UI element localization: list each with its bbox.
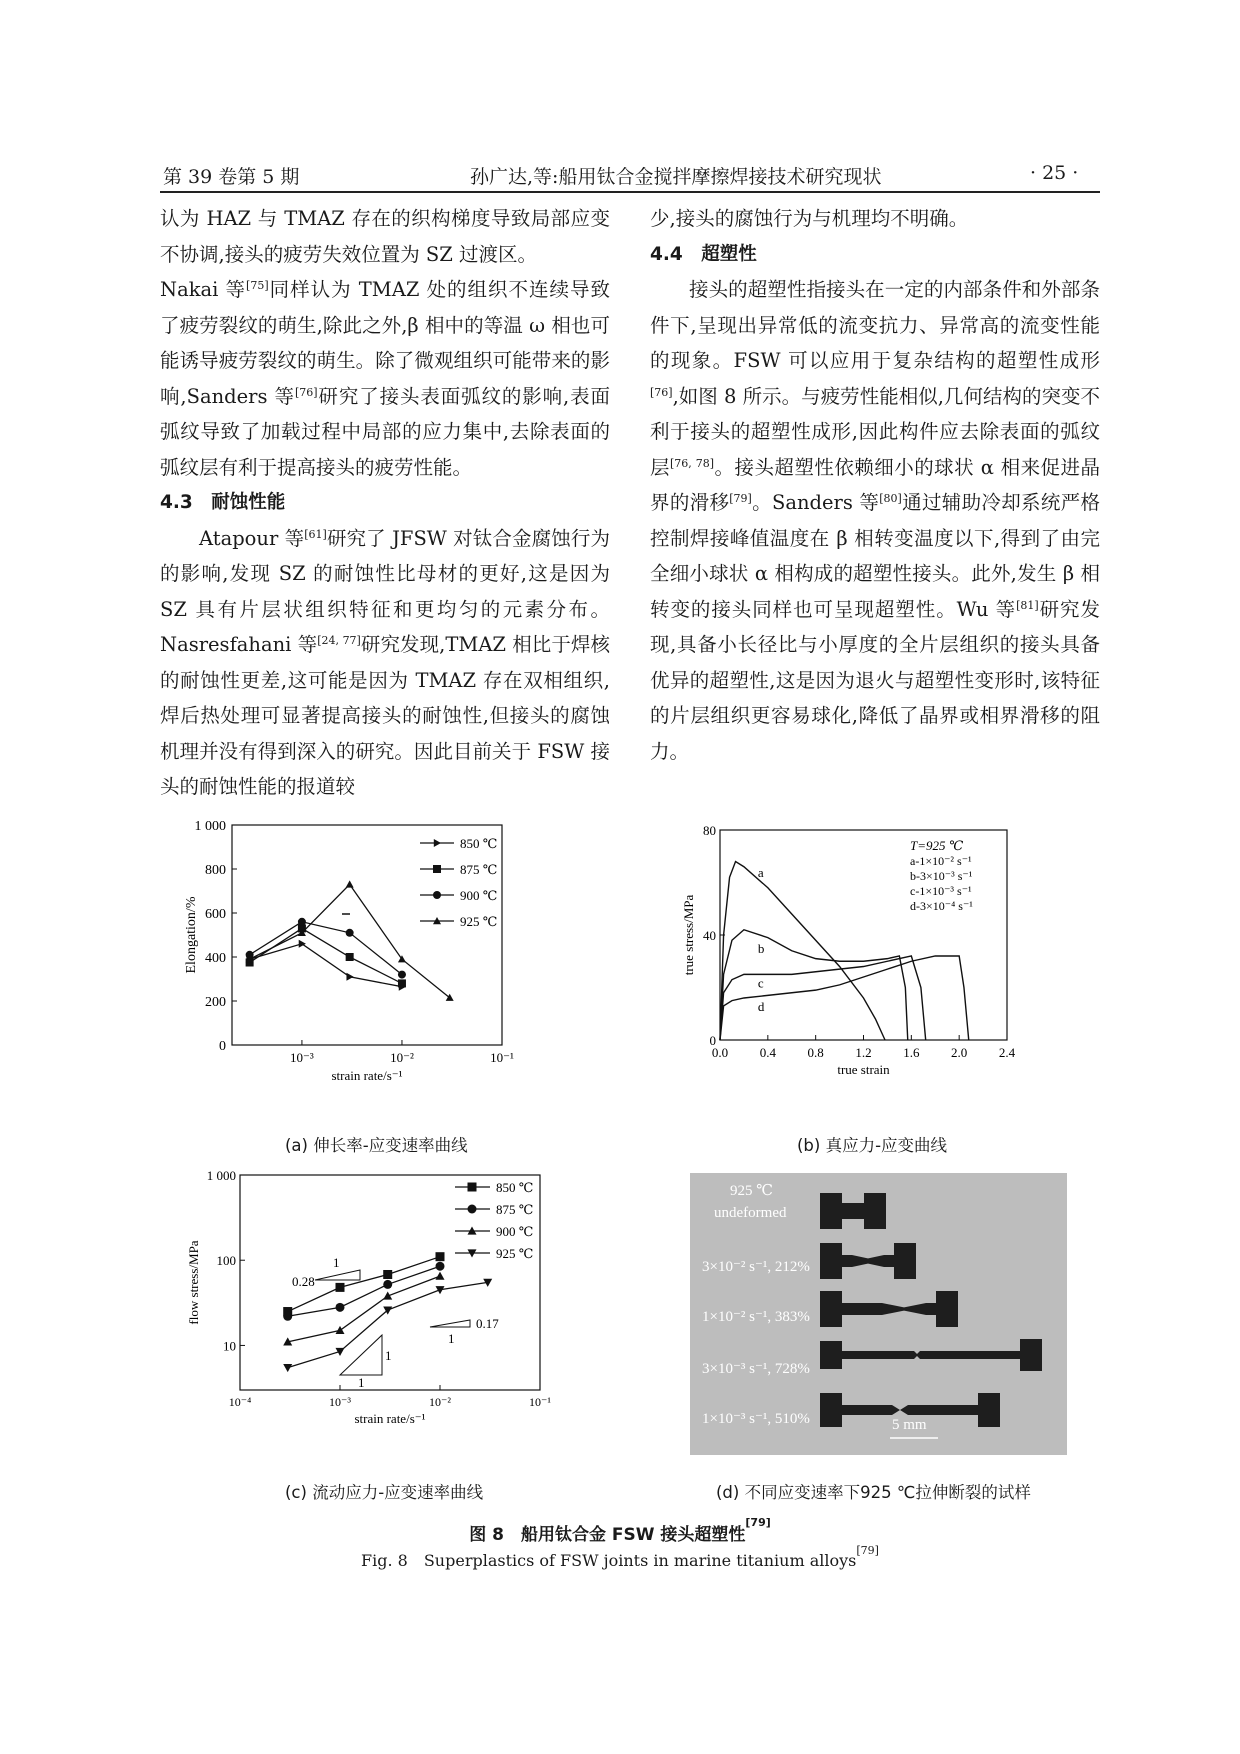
x-tick-label: 10⁻²: [429, 1395, 451, 1409]
x-tick-label: 0.0: [711, 1045, 729, 1060]
legend-marker: [468, 1205, 477, 1214]
y-tick-label: 400: [205, 951, 226, 966]
x-tick-label: 10⁻¹: [529, 1395, 551, 1409]
curve-label: a: [757, 865, 764, 880]
x-tick-label: 10⁻³: [290, 1050, 314, 1065]
data-point: [346, 929, 354, 937]
y-tick-label: 600: [205, 907, 226, 922]
photo-label: 3×10⁻³ s⁻¹, 728%: [702, 1361, 810, 1377]
y-tick-label: 80: [703, 823, 716, 838]
y-tick-label: 1 000: [206, 1168, 236, 1183]
specimen-piece: [856, 1243, 916, 1279]
data-point: [336, 1283, 345, 1292]
x-tick-label: 10⁻³: [329, 1395, 351, 1409]
data-point: [336, 1326, 345, 1334]
y-axis-label: true stress/MPa: [681, 894, 696, 976]
running-title: 孙广达,等:船用钛合金搅拌摩擦焊接技术研究现状: [470, 166, 882, 188]
photo-label: undeformed: [714, 1205, 787, 1221]
specimen-undeformed: [820, 1193, 886, 1229]
photo-label: 3×10⁻² s⁻¹, 212%: [702, 1259, 810, 1275]
slope-label: 1: [333, 1255, 340, 1270]
x-tick-label: 1.2: [855, 1045, 872, 1060]
legend-label: 850 ℃: [460, 836, 498, 851]
series-line: [720, 956, 926, 1040]
citation: [81]: [1016, 598, 1039, 612]
curve-label: b: [757, 941, 765, 957]
legend-label: 900 ℃: [460, 888, 498, 903]
data-point: [398, 979, 406, 987]
y-axis-label: Elongation/%: [184, 896, 199, 974]
slope-label: 1: [385, 1348, 392, 1363]
x-tick-label: 0.8: [807, 1045, 824, 1060]
flow-stress-chart: [180, 1165, 600, 1455]
data-point: [283, 1364, 292, 1372]
paragraph: Nakai 等[75]同样认为 TMAZ 处的组织不连续导致了疲劳裂纹的萌生,除此之外,β 相中的等温 ω 相也可能诱导疲劳裂纹的萌生。除了微观组织可能带来的影响,Sanders 等[76]研究了接头表面弧纹的影响,表面弧纹导致了加载过程中局部的应力集中,去除表面的弧纹层有利于提高接头的疲劳性能。: [160, 278, 611, 479]
data-point: [398, 971, 406, 979]
data-point: [436, 1286, 445, 1294]
legend-label: d-3×10⁻⁴ s⁻¹: [910, 899, 973, 913]
true-stress-chart: [680, 815, 1080, 1115]
legend-label: 875 ℃: [460, 862, 498, 877]
x-tick-label: 10⁻²: [390, 1050, 414, 1065]
data-point: [346, 880, 354, 887]
slope-label: 0.28: [292, 1274, 315, 1289]
data-point: [436, 1272, 445, 1280]
y-tick-label: 1 000: [194, 819, 226, 834]
legend-label: 900 ℃: [496, 1224, 534, 1239]
legend-marker: [433, 891, 441, 899]
paragraph: 少,接头的腐蚀行为与机理均不明确。: [650, 207, 969, 230]
citation: [61]: [304, 527, 327, 541]
paragraph: Atapour 等[61]研究了 JFSW 对钛合金腐蚀行为的影响,发现 SZ 的耐蚀性比母材的更好,这是因为 SZ 具有片层状组织特征和更均匀的元素分布。Nasresfahani 等[24, 77]研究发现,TMAZ 相比于焊核的耐蚀性更差,这可能是因为 TMAZ 存在双相组织,焊后热处理可显著提高接头的耐蚀性,但接头的腐蚀机理并没有得到深入的研究。因此目前关于 FSW 接头的耐蚀性能的报道较: [160, 526, 610, 798]
y-tick-label: 10: [223, 1338, 236, 1354]
x-axis-label: true strain: [837, 1062, 890, 1077]
slope-triangle: [315, 1270, 360, 1280]
x-tick-label: 1.6: [903, 1045, 920, 1060]
y-tick-label: 40: [703, 928, 716, 943]
scale-label: 5 mm: [892, 1417, 927, 1433]
data-point: [336, 1303, 345, 1312]
caption-b: (b) 真应力-应变曲线: [797, 1136, 948, 1155]
x-tick-label: 2.0: [951, 1045, 968, 1060]
journal-issue: 第 39 卷第 5 期: [163, 166, 300, 188]
legend-marker: [433, 865, 441, 873]
citation: [79]: [729, 492, 752, 505]
legend-label: T=925 ℃: [910, 838, 964, 853]
x-tick-label: 0.4: [759, 1045, 776, 1060]
data-point: [383, 1270, 392, 1279]
data-point: [436, 1262, 445, 1271]
slope-label: 0.17: [476, 1316, 499, 1331]
caption-a: (a) 伸长率-应变速率曲线: [285, 1136, 468, 1155]
curve-label: d: [757, 998, 765, 1014]
series-line: [250, 884, 450, 997]
photo-label: 925 ℃: [730, 1183, 774, 1199]
slope-label: 1: [358, 1375, 365, 1390]
y-tick-label: 0: [219, 1039, 226, 1054]
legend-label: 850 ℃: [496, 1180, 534, 1195]
x-tick-label: 2.4: [998, 1045, 1016, 1060]
figure-title-en: Fig. 8 Superplastics of FSW joints in marine titanium alloys[79]: [361, 1544, 879, 1570]
photo-label: 1×10⁻³ s⁻¹, 510%: [702, 1411, 810, 1427]
legend-label: 875 ℃: [496, 1202, 534, 1217]
specimen-photo: [690, 1173, 1067, 1455]
data-point: [298, 918, 306, 926]
caption-c: (c) 流动应力-应变速率曲线: [285, 1483, 484, 1502]
data-point: [346, 973, 353, 981]
series-line: [250, 944, 402, 987]
slope-triangle: [430, 1320, 470, 1327]
series-line: [720, 930, 908, 1040]
citation: [80]: [879, 492, 902, 505]
plot-frame: [232, 825, 502, 1045]
elongation-chart: [180, 815, 600, 1115]
legend-label: 925 ℃: [460, 914, 498, 929]
y-axis-label: flow stress/MPa: [186, 1240, 201, 1325]
slope-label: 1: [448, 1331, 455, 1346]
section-heading: 4.4 超塑性: [650, 243, 757, 265]
x-tick-label: 10⁻¹: [490, 1050, 514, 1065]
legend-marker: [468, 1183, 477, 1192]
paragraph: 接头的超塑性指接头在一定的内部条件和外部条件下,呈现出异常低的流变抗力、异常高的流变性能的现象。FSW 可以应用于复杂结构的超塑性成形[76],如图 8 所示。与疲劳性能相似,几何结构的突变不利于接头的超塑性成形,因此构件应去除表面的弧纹层[76, 78]。接头超塑性依赖细小的球状 α 相来促进晶界的滑移[79]。Sanders 等[80]通过辅助冷却系统严格控制焊接峰值温度在 β 相转变温度以下,得到了由完全细小球状 α 相构成的超塑性接头。此外,发生 β 相转变的接头同样也可呈现超塑性。Wu 等[81]研究发现,具备小长径比与小厚度的全片层组织的接头具备优异的超塑性,这是因为退火与超塑性变形时,该特征的片层组织更容易球化,降低了晶界或相界滑移的阻力。: [650, 278, 1100, 763]
x-tick-label: 10⁻⁴: [228, 1395, 252, 1409]
section-heading: 4.3 耐蚀性能: [160, 492, 286, 513]
legend-label: a-1×10⁻² s⁻¹: [910, 854, 972, 868]
header-rule: [160, 191, 1100, 193]
specimen-piece: [916, 1339, 1042, 1371]
curve-label: c: [757, 975, 764, 991]
slope-triangle: [340, 1335, 382, 1375]
x-axis-label: strain rate/s⁻¹: [354, 1411, 426, 1426]
data-point: [383, 1292, 392, 1300]
citation: [76, 78]: [669, 456, 715, 470]
photo-label: 1×10⁻² s⁻¹, 383%: [702, 1309, 810, 1325]
left-column: [160, 201, 610, 805]
data-point: [383, 1280, 392, 1289]
specimen-piece: [820, 1393, 900, 1427]
page-number: · 25 ·: [1030, 162, 1079, 184]
data-point: [346, 953, 354, 961]
series-line: [720, 862, 885, 1041]
citation: [24, 77]: [317, 634, 361, 647]
legend-label: b-3×10⁻³ s⁻¹: [910, 869, 973, 883]
specimen-piece: [820, 1341, 918, 1369]
citation: [76]: [650, 385, 673, 399]
data-point: [436, 1252, 445, 1261]
paragraph: 认为 HAZ 与 TMAZ 存在的织构梯度导致局部应变不协调,接头的疲劳失效位置为 SZ 过渡区。: [160, 207, 610, 266]
legend-label: c-1×10⁻³ s⁻¹: [910, 884, 972, 898]
specimens-drawing: [690, 1173, 1067, 1455]
y-tick-label: 100: [216, 1253, 236, 1269]
right-column: [650, 201, 1100, 769]
caption-d: (d) 不同应变速率下925 ℃拉伸断裂的试样: [716, 1483, 1031, 1502]
specimen-piece: [896, 1291, 958, 1327]
legend-marker: [434, 839, 441, 847]
data-point: [283, 1312, 292, 1321]
y-tick-label: 0: [709, 1033, 716, 1048]
y-tick-label: 800: [205, 863, 226, 878]
legend-label: 925 ℃: [496, 1246, 534, 1261]
citation: [76]: [294, 385, 318, 399]
figure-title-cn: 图 8 船用钛合金 FSW 接头超塑性[79]: [469, 1516, 771, 1545]
y-tick-label: 200: [205, 995, 226, 1010]
citation: [75]: [246, 279, 269, 292]
x-axis-label: strain rate/s⁻¹: [331, 1068, 403, 1083]
